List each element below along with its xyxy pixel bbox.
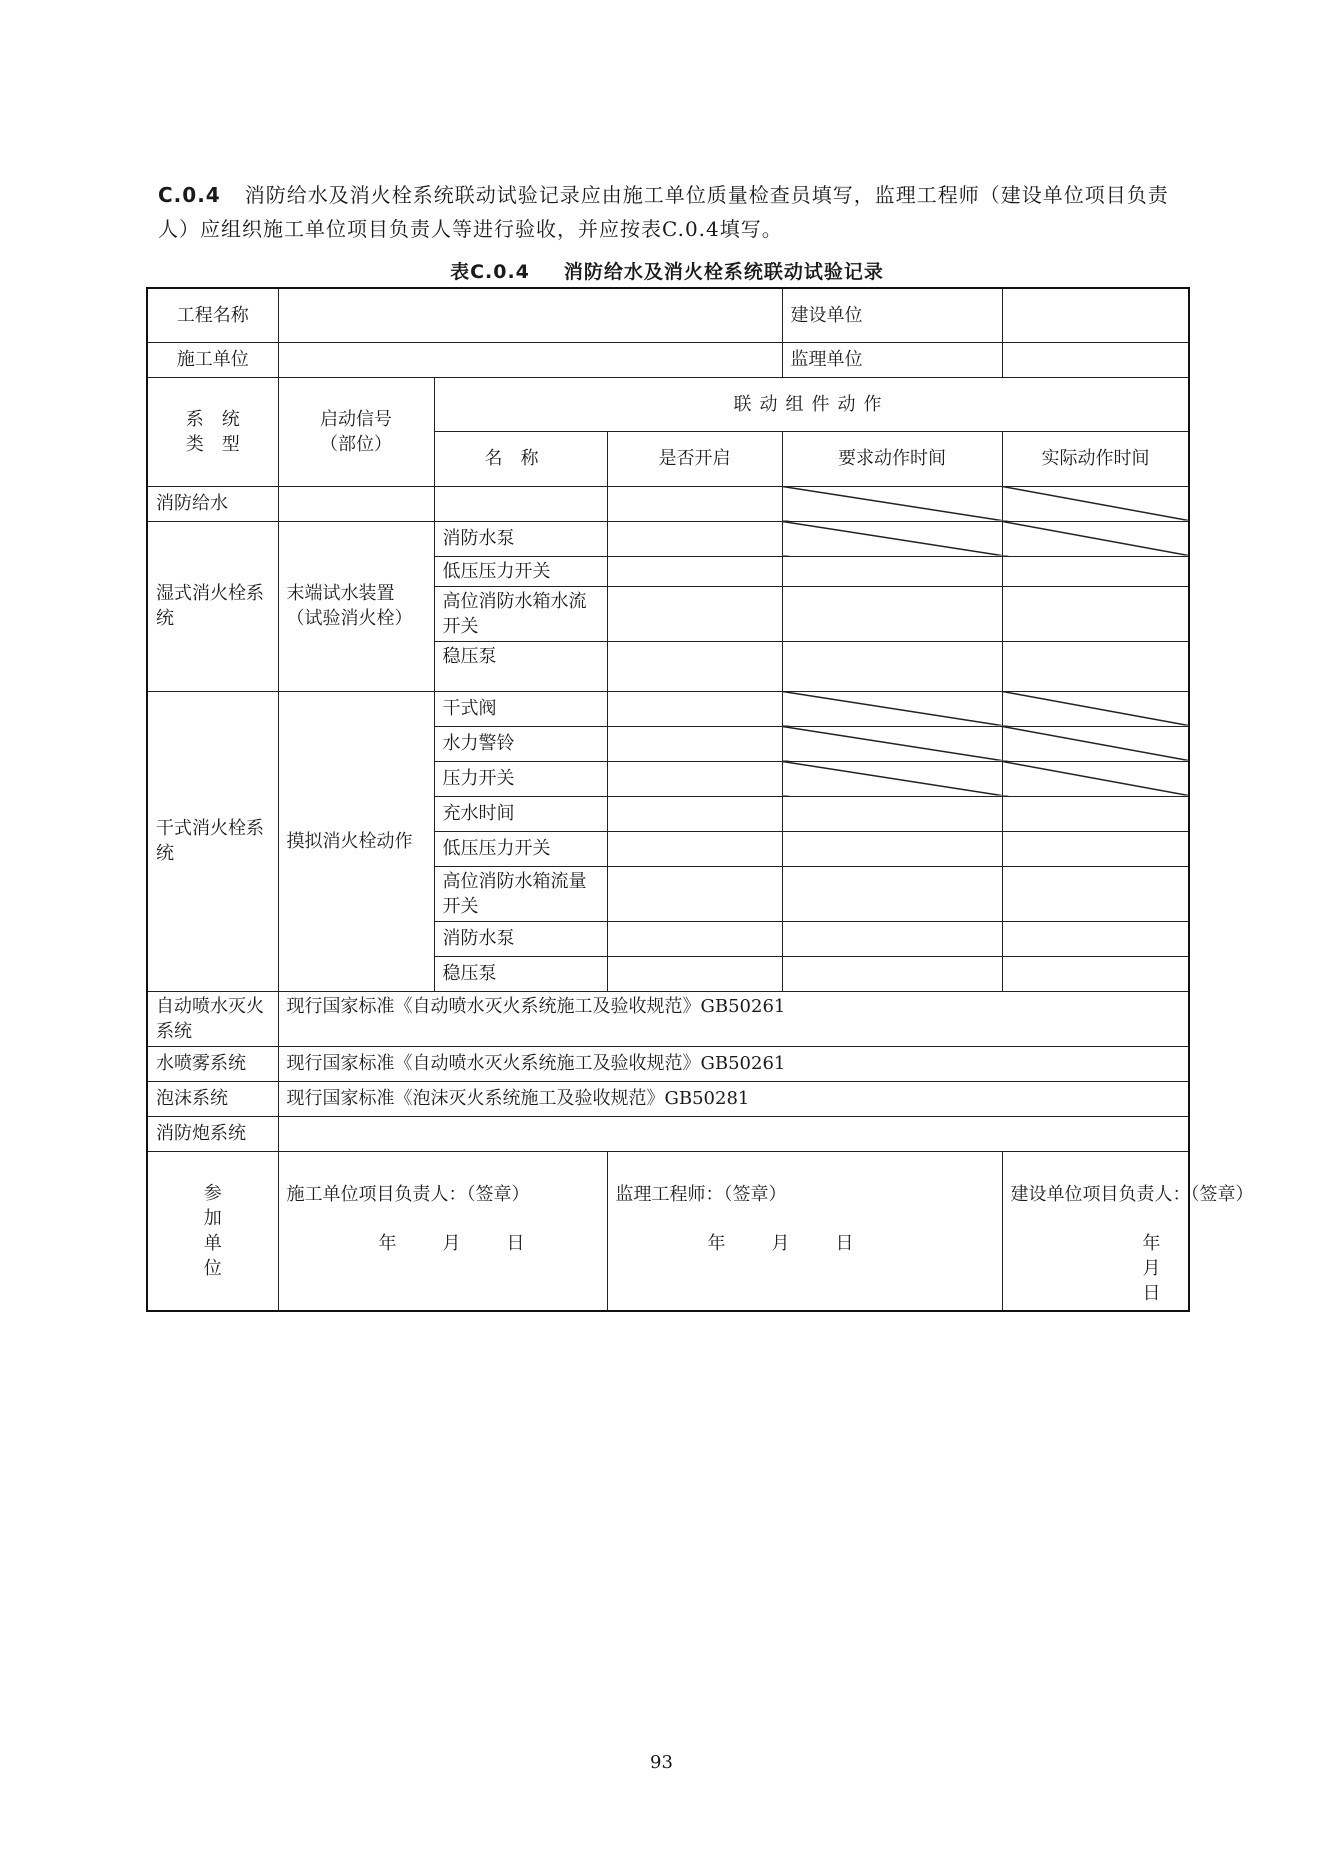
spray-standard-ref: 现行国家标准《自动喷水灭火系统施工及验收规范》GB50261 bbox=[278, 1046, 1189, 1081]
wet-item-actual-time-field[interactable] bbox=[1002, 586, 1189, 641]
supervising-engineer-signature-label: 监理工程师：（签章） bbox=[615, 1183, 787, 1205]
cannon-system-label: 消防炮系统 bbox=[147, 1116, 278, 1151]
wet-item-required-time-field[interactable] bbox=[782, 641, 1002, 691]
date-month-label: 月 bbox=[1142, 1257, 1163, 1279]
owner-signature-cell[interactable] bbox=[1002, 1151, 1254, 1311]
dry-item-name: 干式阀 bbox=[434, 691, 607, 726]
participants-char: 加 bbox=[203, 1207, 222, 1229]
date-day-label: 日 bbox=[835, 1232, 856, 1254]
dry-start-signal: 摸拟消火栓动作 bbox=[278, 691, 434, 991]
dry-item-required-time-field[interactable] bbox=[782, 831, 1002, 866]
not-applicable-cell bbox=[1002, 486, 1189, 521]
participants-char: 单 bbox=[203, 1232, 222, 1254]
dry-item-required-time-field[interactable] bbox=[782, 921, 1002, 956]
table-name: 消防给水及消火栓系统联动试验记录 bbox=[563, 261, 884, 283]
dry-item-open-field[interactable] bbox=[607, 921, 782, 956]
dry-item-name: 充水时间 bbox=[434, 796, 607, 831]
date-month-label: 月 bbox=[442, 1232, 463, 1254]
system-type-header: 系 统 类 型 bbox=[147, 377, 278, 486]
sprinkler-system-label: 自动喷水灭火系统 bbox=[147, 991, 278, 1046]
date-day-label: 日 bbox=[506, 1232, 527, 1254]
date-month-label: 月 bbox=[771, 1232, 792, 1254]
supervisor-signature-cell[interactable] bbox=[607, 1151, 1002, 1311]
date-year-label: 年 bbox=[707, 1232, 728, 1254]
dry-item-actual-time-field[interactable] bbox=[1002, 831, 1189, 866]
linkage-action-header: 联动组件动作 bbox=[434, 377, 1189, 431]
dry-item-open-field[interactable] bbox=[607, 866, 782, 921]
construction-owner-field[interactable] bbox=[1002, 288, 1189, 342]
foam-standard-ref: 现行国家标准《泡沫灭火系统施工及验收规范》GB50281 bbox=[278, 1081, 1189, 1116]
contractor-signature-date bbox=[287, 1231, 599, 1256]
not-applicable-cell bbox=[782, 761, 1002, 796]
sprinkler-standard-ref: 现行国家标准《自动喷水灭火系统施工及验收规范》GB50261 bbox=[278, 991, 1189, 1046]
col-required-time-header: 要求动作时间 bbox=[782, 431, 1002, 486]
contractor-label: 施工单位 bbox=[147, 342, 278, 377]
intro-paragraph bbox=[158, 178, 1188, 246]
dry-item-open-field[interactable] bbox=[607, 831, 782, 866]
not-applicable-cell bbox=[1002, 691, 1189, 726]
dry-item-actual-time-field[interactable] bbox=[1002, 866, 1189, 921]
table-caption bbox=[146, 257, 1188, 284]
water-supply-signal-field[interactable] bbox=[278, 486, 434, 521]
wet-item-name: 消防水泵 bbox=[434, 521, 607, 556]
page-number: 93 bbox=[650, 1752, 673, 1773]
wet-item-open-field[interactable] bbox=[607, 521, 782, 556]
not-applicable-cell bbox=[782, 521, 1002, 556]
water-supply-label: 消防给水 bbox=[147, 486, 278, 521]
wet-start-signal: 末端试水装置（试验消火栓） bbox=[278, 521, 434, 691]
spray-system-label: 水喷雾系统 bbox=[147, 1046, 278, 1081]
not-applicable-cell bbox=[1002, 761, 1189, 796]
dry-item-required-time-field[interactable] bbox=[782, 866, 1002, 921]
water-supply-open-field[interactable] bbox=[607, 486, 782, 521]
construction-owner-label: 建设单位 bbox=[782, 288, 1002, 342]
wet-item-name: 高位消防水箱水流开关 bbox=[434, 586, 607, 641]
not-applicable-cell bbox=[1002, 726, 1189, 761]
dry-item-actual-time-field[interactable] bbox=[1002, 796, 1189, 831]
wet-item-actual-time-field[interactable] bbox=[1002, 641, 1189, 691]
wet-item-open-field[interactable] bbox=[607, 586, 782, 641]
water-supply-name-field[interactable] bbox=[434, 486, 607, 521]
contractor-manager-signature-label: 施工单位项目负责人：（签章） bbox=[286, 1183, 530, 1205]
contractor-signature-cell[interactable] bbox=[278, 1151, 607, 1311]
col-actual-time-header: 实际动作时间 bbox=[1002, 431, 1189, 486]
col-name-header: 名称 bbox=[434, 431, 607, 486]
wet-item-required-time-field[interactable] bbox=[782, 556, 1002, 586]
clause-text: 消防给水及消火栓系统联动试验记录应由施工单位质量检查员填写，监理工程师（建设单位项目负责人）应组织施工单位项目负责人等进行验收，并应按表C.0.4填写。 bbox=[158, 183, 1169, 241]
dry-item-name: 低压压力开关 bbox=[434, 831, 607, 866]
project-name-label: 工程名称 bbox=[147, 288, 278, 342]
participants-label bbox=[147, 1151, 278, 1311]
foam-system-label: 泡沫系统 bbox=[147, 1081, 278, 1116]
dry-item-required-time-field[interactable] bbox=[782, 796, 1002, 831]
dry-item-name: 高位消防水箱流量开关 bbox=[434, 866, 607, 921]
supervisor-signature-date bbox=[616, 1231, 994, 1256]
dry-item-name: 水力警铃 bbox=[434, 726, 607, 761]
project-name-field[interactable] bbox=[278, 288, 782, 342]
participants-char: 位 bbox=[203, 1257, 222, 1279]
clause-code: C.0.4 bbox=[158, 183, 221, 207]
dry-item-open-field[interactable] bbox=[607, 761, 782, 796]
wet-item-name: 稳压泵 bbox=[434, 641, 607, 691]
owner-manager-signature-label: 建设单位项目负责人：（签章） bbox=[1010, 1183, 1254, 1205]
supervisor-field[interactable] bbox=[1002, 342, 1189, 377]
wet-item-required-time-field[interactable] bbox=[782, 586, 1002, 641]
linkage-test-record-table bbox=[146, 287, 1254, 1312]
dry-item-open-field[interactable] bbox=[607, 691, 782, 726]
wet-item-open-field[interactable] bbox=[607, 556, 782, 586]
wet-system-label: 湿式消火栓系统 bbox=[147, 521, 278, 691]
date-day-label: 日 bbox=[1142, 1282, 1163, 1304]
not-applicable-cell bbox=[1002, 521, 1189, 556]
dry-item-name: 稳压泵 bbox=[434, 956, 607, 991]
dry-item-actual-time-field[interactable] bbox=[1002, 956, 1189, 991]
date-year-label: 年 bbox=[378, 1232, 399, 1254]
cannon-standard-ref[interactable] bbox=[278, 1116, 1189, 1151]
dry-item-open-field[interactable] bbox=[607, 796, 782, 831]
dry-item-name: 消防水泵 bbox=[434, 921, 607, 956]
dry-item-open-field[interactable] bbox=[607, 726, 782, 761]
table-code: 表C.0.4 bbox=[450, 261, 530, 283]
dry-item-actual-time-field[interactable] bbox=[1002, 921, 1189, 956]
supervisor-label: 监理单位 bbox=[782, 342, 1002, 377]
start-signal-header: 启动信号 （部位） bbox=[278, 377, 434, 486]
participants-char: 参 bbox=[203, 1182, 222, 1204]
not-applicable-cell bbox=[782, 726, 1002, 761]
date-year-label: 年 bbox=[1142, 1232, 1163, 1254]
not-applicable-cell bbox=[782, 486, 1002, 521]
owner-signature-date bbox=[1011, 1231, 1181, 1306]
wet-item-open-field[interactable] bbox=[607, 641, 782, 691]
col-open-header: 是否开启 bbox=[607, 431, 782, 486]
not-applicable-cell bbox=[782, 691, 1002, 726]
dry-item-name: 压力开关 bbox=[434, 761, 607, 796]
wet-item-name: 低压压力开关 bbox=[434, 556, 607, 586]
dry-item-open-field[interactable] bbox=[607, 956, 782, 991]
dry-system-label: 干式消火栓系统 bbox=[147, 691, 278, 991]
wet-item-actual-time-field[interactable] bbox=[1002, 556, 1189, 586]
contractor-field[interactable] bbox=[278, 342, 782, 377]
dry-item-required-time-field[interactable] bbox=[782, 956, 1002, 991]
